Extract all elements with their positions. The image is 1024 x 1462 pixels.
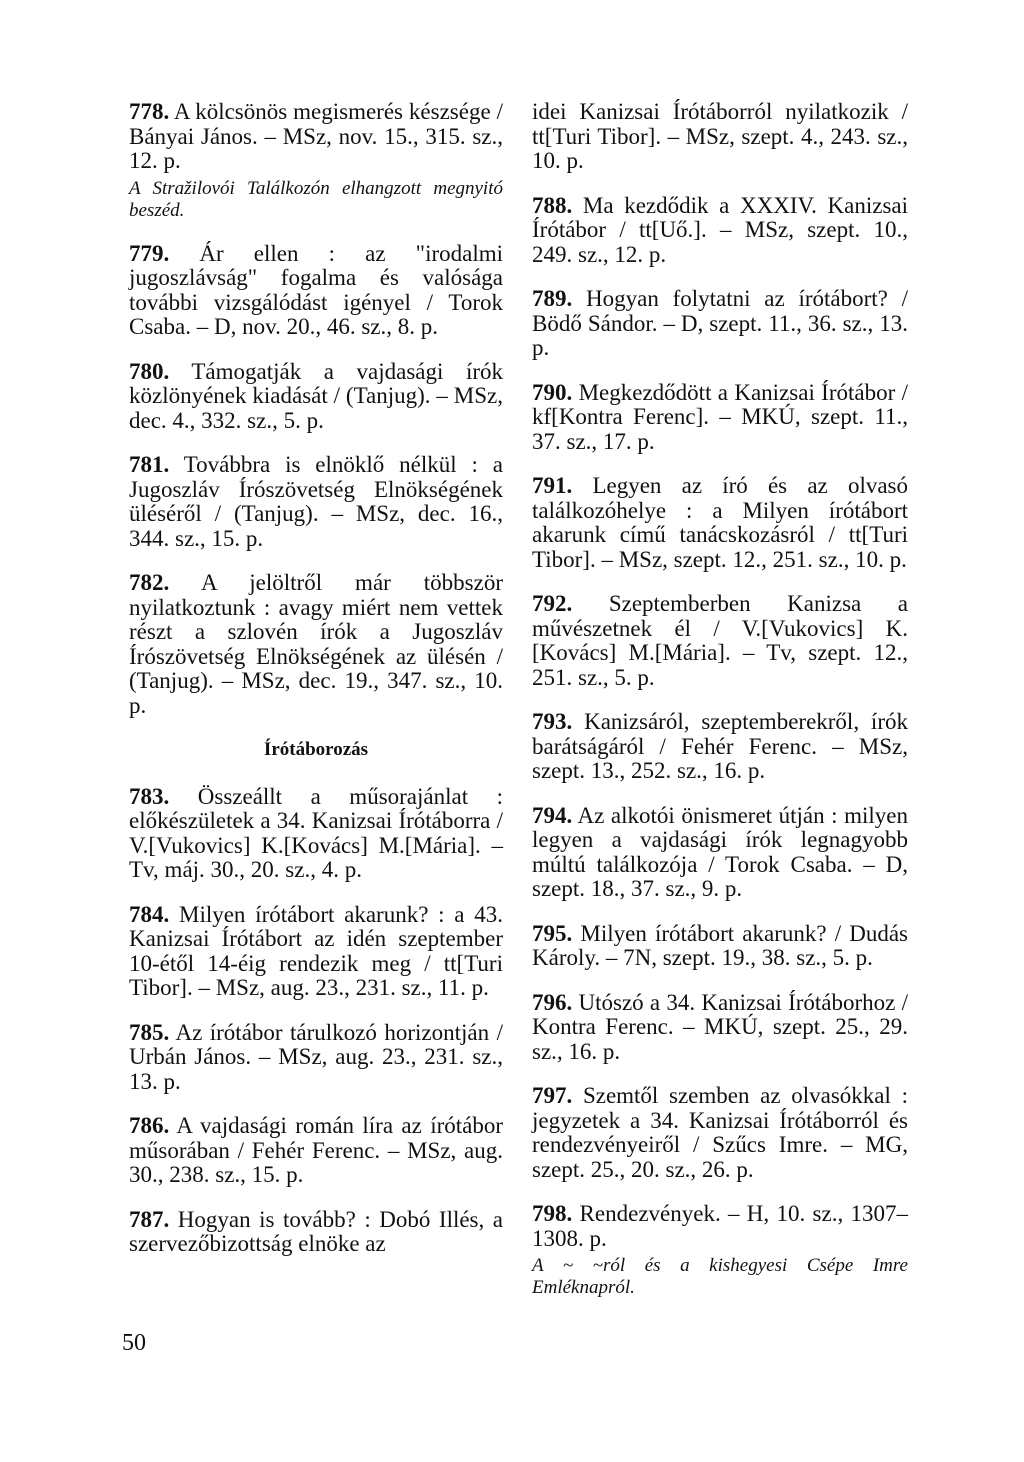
bibliography-entry: [532, 194, 908, 268]
entry-text: A kölcsönös megismerés készsége / Bányai János. – MSz, nov. 15., 315. sz., 12. p.: [129, 99, 503, 173]
entry-number: 786.: [129, 1113, 170, 1138]
entries-group-b: [129, 785, 503, 1257]
bibliography-entry: [129, 903, 503, 1001]
bibliography-entry: [532, 381, 908, 455]
entry-text: Milyen írótábort akarunk? : a 43. Kanizsai Írótábort az idén szeptember 10-étől 14-éig rendezik meg / tt[Turi Tibor]. – MSz, aug. 23., 231. sz., 11. p.: [129, 901, 503, 1000]
bibliography-entry: [129, 242, 503, 340]
entry-number: 797.: [532, 1083, 573, 1108]
bibliography-entry: [532, 1202, 908, 1299]
entry-text: Utószó a 34. Kanizsai Írótáborhoz / Kontra Ferenc. – MKÚ, szept. 25., 29. sz., 16. p.: [532, 989, 908, 1064]
entry-number: 796.: [532, 989, 573, 1015]
entry-number: 780.: [129, 358, 170, 384]
entry-continuation: idei Kanizsai Írótáborról nyilatkozik / tt[Turi Tibor]. – MSz, szept. 4., 243. sz., 10. p.: [532, 99, 908, 173]
left-column: [129, 100, 503, 1277]
entry-number: 793.: [532, 709, 573, 734]
entry-text: Összeállt a műsorajánlat : előkészületek a 34. Kanizsai Írótáborra / V.[Vukovics] K.[Kovács] M.[Mária]. – Tv, máj. 30., 20. sz., 4. p.: [129, 783, 503, 882]
entry-text: Ár ellen : az "irodalmi jugoszlávság" fogalma és valósága további vizsgálódást igényel / Torok Csaba. – D, nov. 20., 46. sz., 8. p.: [129, 240, 503, 339]
entry-number: 789.: [532, 286, 573, 311]
bibliography-entry: [532, 287, 908, 361]
entry-number: 788.: [532, 192, 573, 218]
bibliography-entry: [532, 804, 908, 902]
bibliography-entry: [129, 1114, 503, 1188]
entry-text: Az alkotói önismeret útján : milyen legyen a vajdasági írók legnagyobb múltú találkozója / Torok Csaba. – D, szept. 18., 37. sz., 9. p.: [532, 802, 908, 901]
entry-text: Szeptemberben Kanizsa a művészetnek él / V.[Vukovics] K.[Kovács] M.[Mária]. – Tv, szept. 12., 251. sz., 5. p.: [532, 591, 908, 690]
entry-text: Hogyan is tovább? : Dobó Illés, a szervezőbizottság elnöke az: [129, 1206, 503, 1256]
entry-text: Továbbra is elnöklő nélkül : a Jugoszláv Írószövetség Elnökségének üléséről / (Tanjug). – MSz, dec. 16., 344. sz., 15. p.: [129, 452, 503, 551]
bibliography-entry: [532, 922, 908, 971]
entry-number: 791.: [532, 473, 573, 498]
entry-text: A vajdasági román líra az írótábor műsorában / Fehér Ferenc. – MSz, aug. 30., 238. sz., 15. p.: [129, 1113, 503, 1187]
bibliography-entry: [532, 991, 908, 1065]
entry-number: 779.: [129, 240, 170, 266]
entry-number: 784.: [129, 901, 170, 927]
entries-group-a: [129, 100, 503, 718]
entry-text: A jelöltről már többször nyilatkoztunk : avagy miért nem vettek részt a szlovén írók a Jugoszláv Írószövetség Elnökségének az ülésén / (Tanjug). – MSz, dec. 19., 347. sz., 10. p.: [129, 570, 503, 718]
entry-note: A ~ ~ról és a kishegyesi Csépe Imre Emléknapról.: [532, 1255, 908, 1298]
bibliography-entry: [532, 1084, 908, 1182]
bibliography-entry: [129, 100, 503, 222]
entry-number: 785.: [129, 1019, 170, 1045]
entry-text: Szemtől szemben az olvasókkal : jegyzetek a 34. Kanizsai Írótáborról és rendezvényeiről / Szűcs Imre. – MG, szept. 25., 20. sz., 26. p.: [532, 1083, 908, 1182]
entry-text: Rendezvények. – H, 10. sz., 1307–1308. p.: [532, 1201, 908, 1251]
bibliography-entry: [129, 785, 503, 883]
entry-text: Kanizsáról, szeptemberekről, írók barátságáról / Fehér Ferenc. – MSz, szept. 13., 252. sz., 16. p.: [532, 709, 908, 783]
entry-number: 783.: [129, 783, 170, 809]
bibliography-entry: [129, 571, 503, 718]
entry-number: 781.: [129, 452, 170, 477]
bibliography-entry: [532, 474, 908, 572]
entry-text: Legyen az író és az olvasó találkozóhelye : a Milyen írótábort akarunk című tanácskozásról / tt[Turi Tibor]. – MSz, szept. 12., 251. sz., 10. p.: [532, 473, 908, 572]
entry-text: Támogatják a vajdasági írók közlönyének kiadását / (Tanjug). – MSz, dec. 4., 332. sz., 5. p.: [129, 358, 503, 433]
entry-number: 790.: [532, 379, 573, 405]
bibliography-entry: [129, 453, 503, 551]
entry-number: 782.: [129, 570, 170, 595]
entry-text: Ma kezdődik a XXXIV. Kanizsai Írótábor / tt[Uő.]. – MSz, szept. 10., 249. sz., 12. p.: [532, 192, 908, 267]
entry-number: 795.: [532, 920, 573, 946]
bibliography-entry: [532, 592, 908, 690]
right-column: [532, 100, 908, 1319]
entry-number: 792.: [532, 591, 573, 616]
entry-number: 787.: [129, 1206, 170, 1232]
entry-text: Milyen írótábort akarunk? / Dudás Károly. – 7N, szept. 19., 38. sz., 5. p.: [532, 920, 908, 970]
entry-number: 778.: [129, 99, 170, 124]
entry-number: 798.: [532, 1201, 573, 1226]
bibliography-entry: [532, 710, 908, 784]
entry-number: 794.: [532, 802, 573, 828]
page-number: 50: [122, 1330, 146, 1356]
entry-text: Megkezdődött a Kanizsai Írótábor / kf[Kontra Ferenc]. – MKÚ, szept. 11., 37. sz., 17. p.: [532, 379, 908, 454]
bibliography-entry: [129, 1021, 503, 1095]
bibliography-entry: [129, 360, 503, 434]
bibliography-entry: [129, 1208, 503, 1257]
entry-text: Az írótábor tárulkozó horizontján / Urbán János. – MSz, aug. 23., 231. sz., 13. p.: [129, 1019, 503, 1094]
section-heading: Írótáborozás: [263, 739, 369, 760]
entry-text: Hogyan folytatni az írótábort? / Bödő Sándor. – D, szept. 11., 36. sz., 13. p.: [532, 286, 908, 360]
entry-note: A Stražilovói Találkozón elhangzott megnyitó beszéd.: [129, 177, 503, 221]
